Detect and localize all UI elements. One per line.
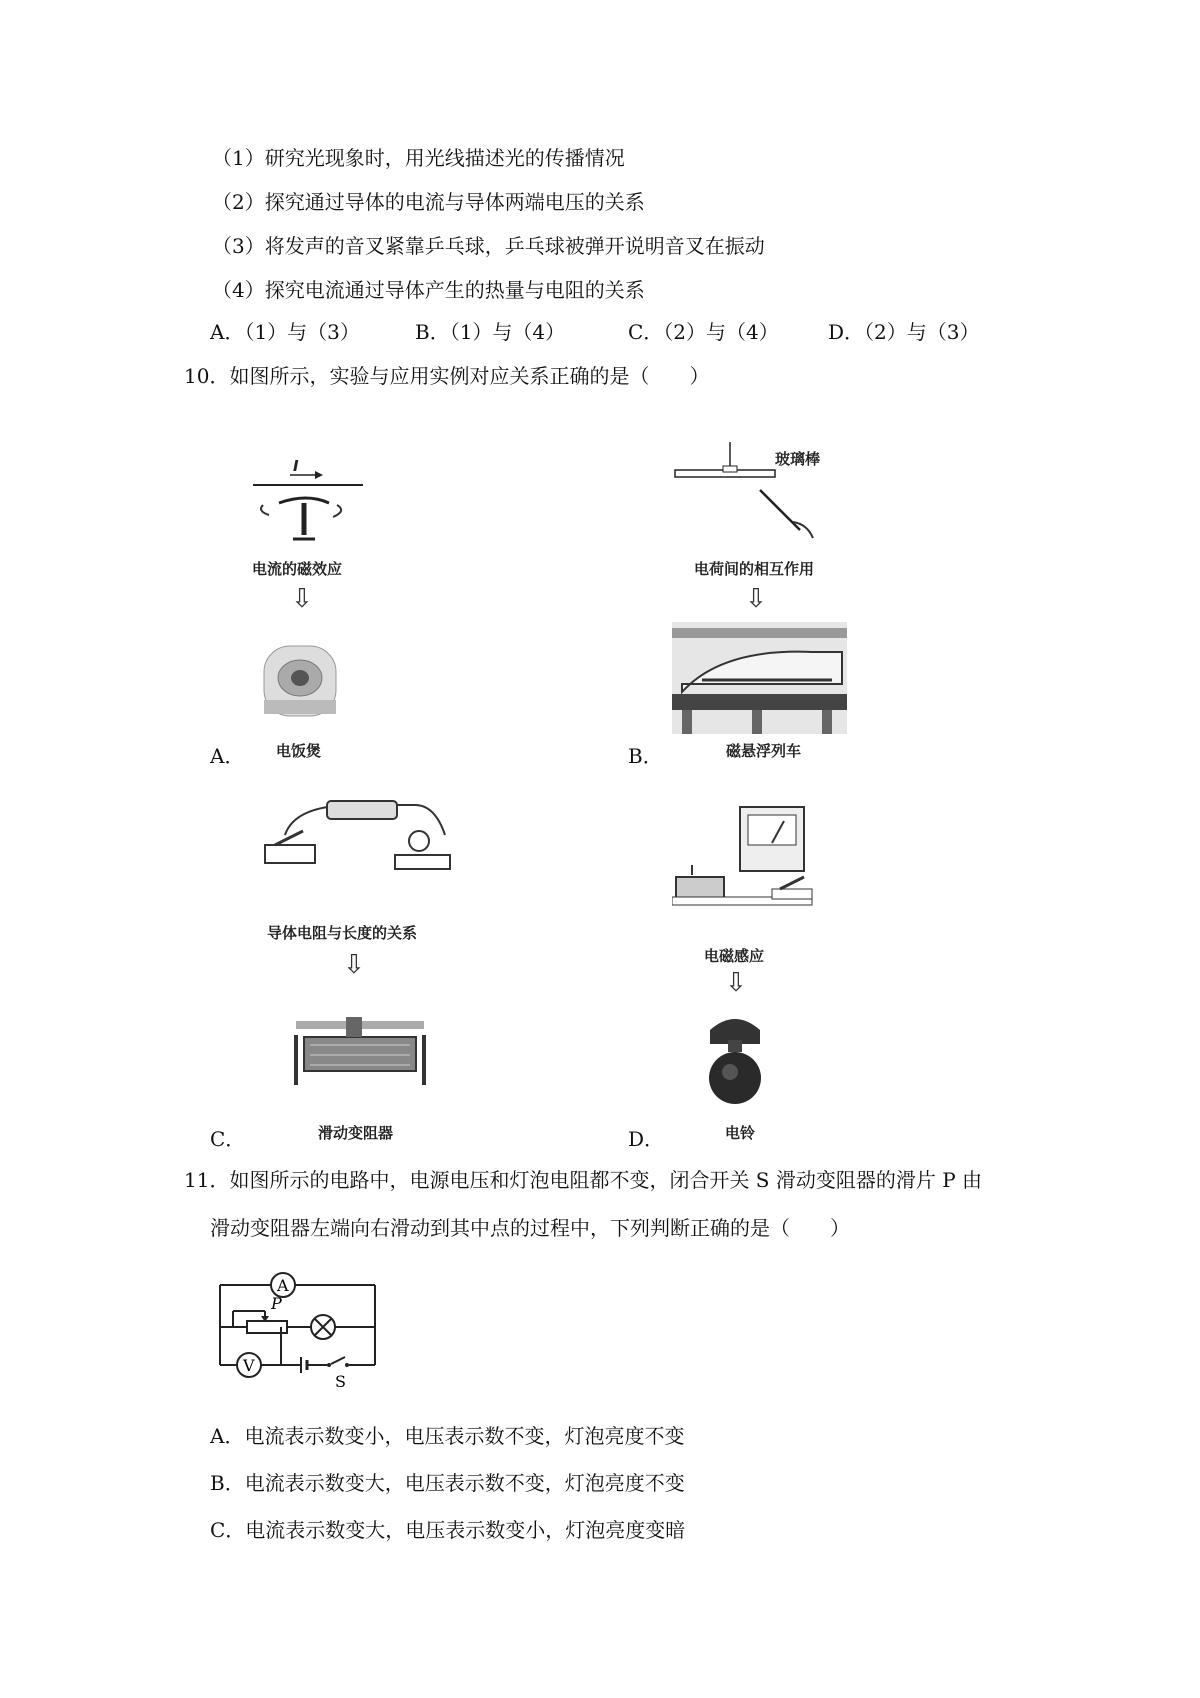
figure-electric-bell: [700, 1010, 770, 1106]
q11-option-a: A．电流表示数变小，电压表示数不变，灯泡亮度不变: [210, 1424, 685, 1448]
fig-a-bottom-caption: 电饭煲: [276, 742, 322, 760]
down-arrow-icon: ⇩: [291, 584, 313, 614]
glass-rod-label: 玻璃棒: [775, 450, 821, 468]
q11-stem-line-2: 滑动变阻器左端向右滑动到其中点的过程中，下列判断正确的是（ ）: [210, 1216, 850, 1240]
figure-rice-cooker: [258, 640, 343, 722]
q9-option-c: C．（2）与（4）: [628, 320, 779, 344]
switch-label: S: [335, 1372, 346, 1389]
slider-label: P: [271, 1294, 282, 1313]
down-arrow-icon: ⇩: [745, 584, 767, 614]
fig-a-label: A．: [210, 744, 245, 768]
figure-resistance-length: [255, 795, 455, 895]
q10-stem: 10．如图所示，实验与应用实例对应关系正确的是（ ）: [184, 364, 710, 388]
ammeter-label: A: [277, 1276, 289, 1295]
q9-option-d: D．（2）与（3）: [828, 320, 980, 344]
fig-c-label: C．: [210, 1127, 246, 1151]
q11-option-b: B．电流表示数变大，电压表示数不变，灯泡亮度不变: [210, 1471, 685, 1495]
figure-current-magnetic-effect: [245, 455, 370, 545]
q9-option-a: A．（1）与（3）: [210, 320, 360, 344]
figure-sliding-rheostat: [290, 1015, 430, 1095]
q9-item-1: （1）研究光现象时，用光线描述光的传播情况: [212, 146, 625, 170]
voltmeter-label: V: [243, 1356, 255, 1375]
fig-c-top-caption: 导体电阻与长度的关系: [267, 924, 418, 942]
circuit-diagram: [215, 1265, 385, 1389]
q9-option-b: B．（1）与（4）: [415, 320, 566, 344]
fig-d-top-caption: 电磁感应: [704, 947, 765, 965]
fig-b-bottom-caption: 磁悬浮列车: [726, 742, 802, 760]
q9-item-3: （3）将发声的音叉紧靠乒乓球，乒乓球被弹开说明音叉在振动: [212, 234, 765, 258]
fig-c-bottom-caption: 滑动变阻器: [318, 1124, 394, 1142]
q11-stem-line-1: 11．如图所示的电路中，电源电压和灯泡电阻都不变，闭合开关 S 滑动变阻器的滑片 P 由: [184, 1168, 983, 1192]
q9-item-2: （2）探究通过导体的电流与导体两端电压的关系: [212, 190, 645, 214]
figure-electromagnetic-induction: [672, 805, 822, 923]
down-arrow-icon: ⇩: [343, 950, 365, 980]
fig-d-label: D．: [628, 1127, 665, 1151]
fig-b-top-caption: 电荷间的相互作用: [694, 560, 815, 578]
q11-option-c: C．电流表示数变大，电压表示数变小，灯泡亮度变暗: [210, 1518, 686, 1542]
fig-d-bottom-caption: 电铃: [725, 1124, 756, 1142]
q9-item-4: （4）探究电流通过导体产生的热量与电阻的关系: [212, 278, 645, 302]
figure-maglev-train: [672, 622, 847, 734]
fig-b-label: B．: [628, 744, 663, 768]
fig-a-top-caption: 电流的磁效应: [252, 560, 343, 578]
current-label: I: [293, 457, 299, 475]
down-arrow-icon: ⇩: [725, 968, 747, 998]
